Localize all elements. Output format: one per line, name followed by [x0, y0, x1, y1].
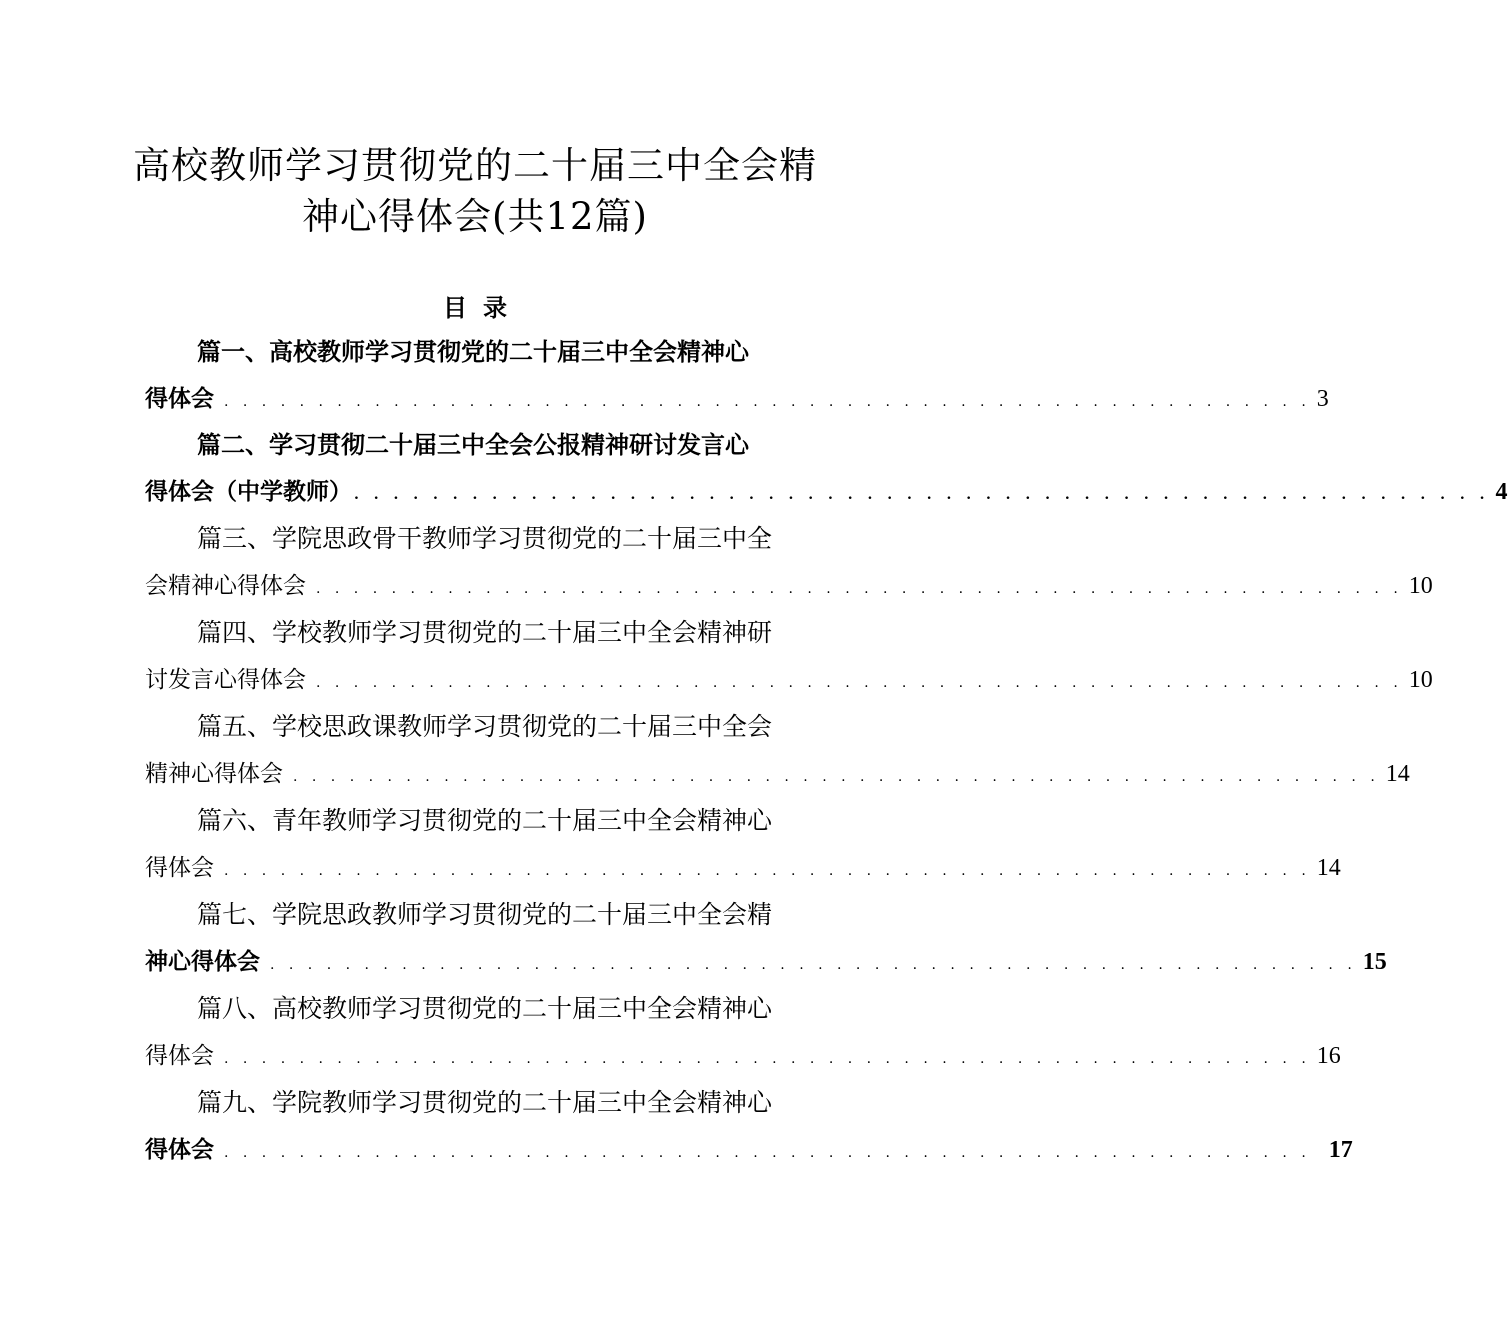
toc-entry-continuation [145, 757, 1410, 791]
toc-entry-continuation [145, 569, 1433, 603]
toc-entry-title: 篇六、青年教师学习贯彻党的二十届三中全会精神心 [197, 806, 773, 835]
toc-leader-dots: . . . . . . . . . . . . . . . . . . . . . . . . . . . . . . . . . . . . . . . . . . . . . . . . . . . . . . . . . . [354, 487, 1490, 503]
toc-leader-dots: . . . . . . . . . . . . . . . . . . . . . . . . . . . . . . . . . . . . . . . . . . . . . . . . . . . . . . . . . . [316, 581, 1403, 597]
toc-entry-title: 篇五、学校思政课教师学习贯彻党的二十届三中全会 [197, 712, 773, 741]
toc-leader-dots: . . . . . . . . . . . . . . . . . . . . . . . . . . . . . . . . . . . . . . . . . . . . . . . . . . . . . . . . . . [224, 394, 1311, 410]
toc-entry-title-tail: 得体会（中学教师） [145, 479, 352, 505]
toc-page-number: 10 [1408, 667, 1433, 693]
toc-leader-dots: . . . . . . . . . . . . . . . . . . . . . . . . . . . . . . . . . . . . . . . . . . . . . . . . . . . . . . . . . . [224, 863, 1311, 879]
toc-entry-title-tail: 精神心得体会 [145, 761, 283, 787]
toc-page-number: 4 [1495, 479, 1508, 505]
toc-entry-title: 篇四、学校教师学习贯彻党的二十届三中全会精神研 [197, 618, 773, 647]
toc-entry-title-tail: 得体会 [145, 1043, 214, 1069]
toc-entry-continuation [145, 475, 1508, 509]
toc-entry-continuation [145, 1133, 1353, 1167]
toc-entry-continuation [145, 1039, 1341, 1073]
toc-entry-title-tail: 神心得体会 [145, 949, 260, 975]
document-title-line-1: 高校教师学习贯彻党的二十届三中全会精 [133, 144, 817, 187]
toc-leader-dots: . . . . . . . . . . . . . . . . . . . . . . . . . . . . . . . . . . . . . . . . . . . . . . . . . . . . . . . . . . [316, 675, 1403, 691]
toc-page-number: 14 [1385, 761, 1410, 787]
toc-page-number: 10 [1408, 573, 1433, 599]
toc-entry-continuation [145, 382, 1329, 416]
toc-page-number: 15 [1362, 949, 1387, 975]
toc-page-number: 14 [1316, 855, 1341, 881]
toc-entry-title: 篇二、学习贯彻二十届三中全会公报精神研讨发言心 [197, 431, 749, 459]
toc-leader-dots: . . . . . . . . . . . . . . . . . . . . . . . . . . . . . . . . . . . . . . . . . . . . . . . . . . . . . . . . . . [224, 1051, 1311, 1067]
toc-page-number: 3 [1316, 386, 1329, 412]
toc-heading: 目录 [443, 294, 523, 322]
toc-leader-dots: . . . . . . . . . . . . . . . . . . . . . . . . . . . . . . . . . . . . . . . . . . . . . . . . . . . . . . . . . . [293, 769, 1380, 785]
toc-entry-continuation [145, 663, 1433, 697]
toc-entry-continuation [145, 945, 1387, 979]
toc-entry-title: 篇三、学院思政骨干教师学习贯彻党的二十届三中全 [197, 524, 773, 553]
toc-entry-title-tail: 讨发言心得体会 [145, 667, 306, 693]
toc-leader-dots: . . . . . . . . . . . . . . . . . . . . . . . . . . . . . . . . . . . . . . . . . . . . . . . . . . . . . . . . . . [224, 1145, 1311, 1161]
toc-leader-dots: . . . . . . . . . . . . . . . . . . . . . . . . . . . . . . . . . . . . . . . . . . . . . . . . . . . . . . . . . . [270, 957, 1357, 973]
toc-entry-title-tail: 会精神心得体会 [145, 573, 306, 599]
toc-entry-continuation [145, 851, 1341, 885]
toc-entry-title: 篇八、高校教师学习贯彻党的二十届三中全会精神心 [197, 994, 773, 1023]
toc-entry-title-tail: 得体会 [145, 855, 214, 881]
toc-entry-title-tail: 得体会 [145, 386, 214, 412]
toc-entry-title: 篇一、高校教师学习贯彻党的二十届三中全会精神心 [197, 338, 749, 366]
toc-entry-title-tail: 得体会 [145, 1137, 214, 1163]
toc-page-number: 17 [1328, 1137, 1353, 1163]
toc-entry-title: 篇九、学院教师学习贯彻党的二十届三中全会精神心 [197, 1088, 773, 1117]
toc-entry-title: 篇七、学院思政教师学习贯彻党的二十届三中全会精 [197, 900, 773, 929]
toc-page-number: 16 [1316, 1043, 1341, 1069]
document-title-line-2: 神心得体会(共12篇) [302, 195, 648, 238]
